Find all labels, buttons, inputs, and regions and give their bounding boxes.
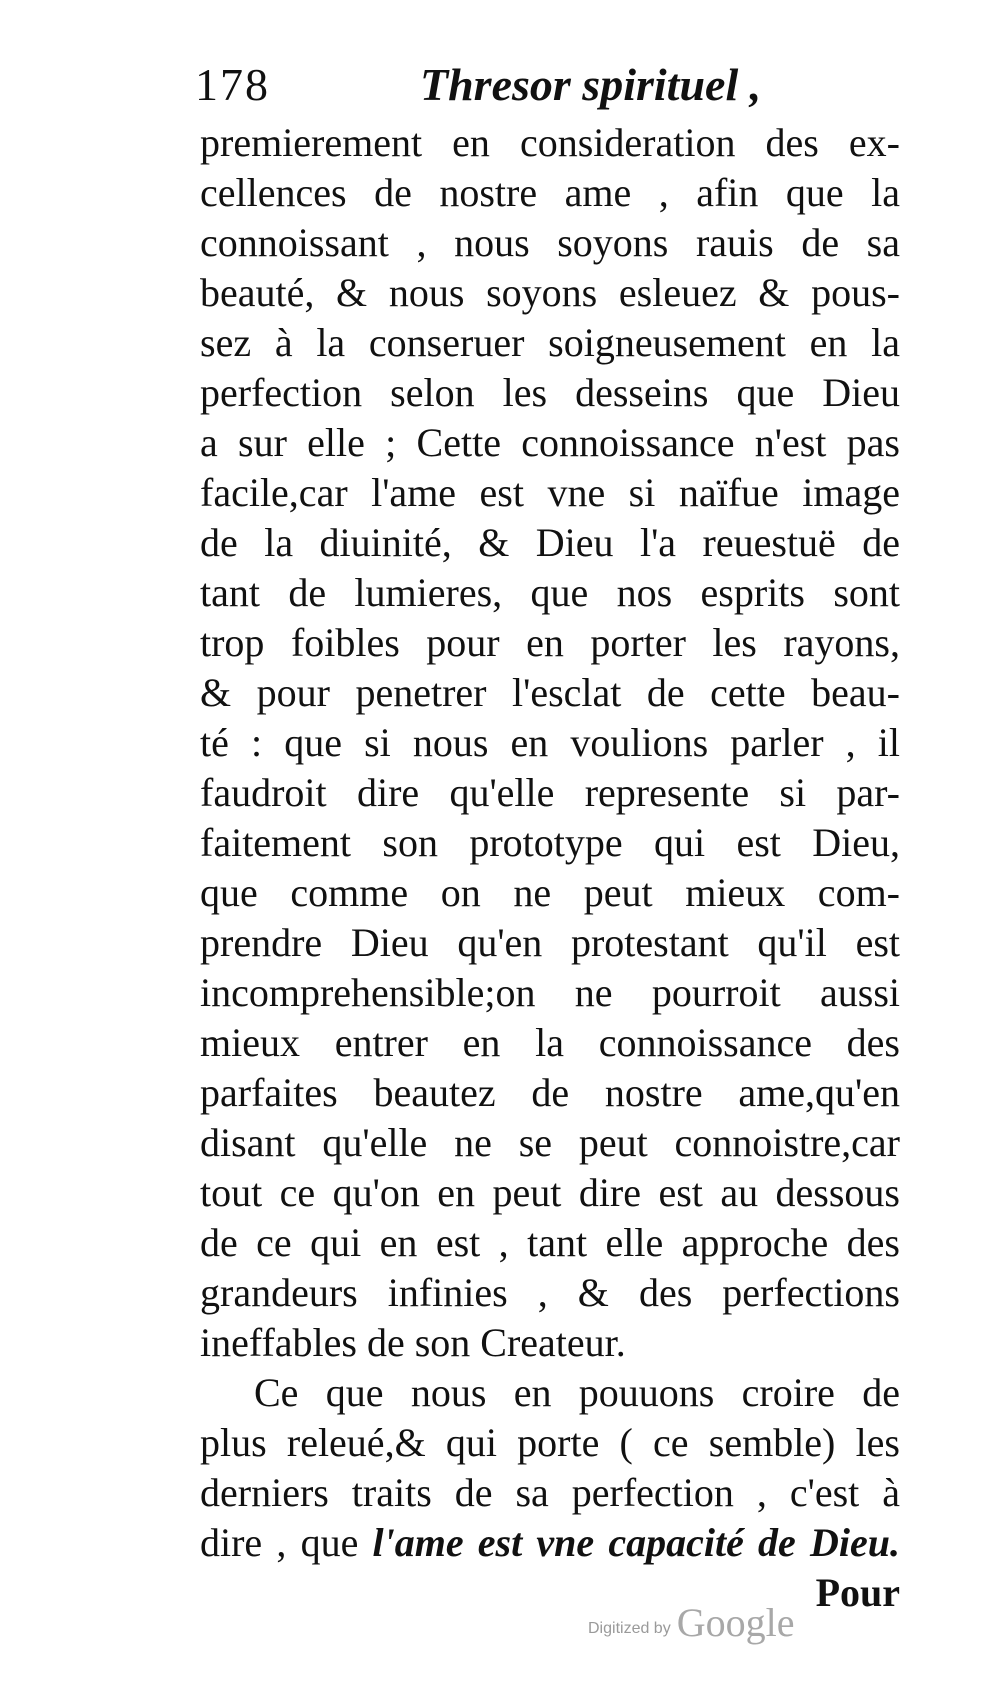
page-number: 178 bbox=[195, 59, 270, 110]
text-line: que comme on ne peut mieux com- bbox=[200, 870, 900, 915]
text-line: prendre Dieu qu'en protestant qu'il est bbox=[200, 920, 900, 965]
text-line: sez à la conseruer soigneusement en la bbox=[200, 320, 900, 365]
text-line: & pour penetrer l'esclat de cette beau- bbox=[200, 670, 900, 715]
watermark-prefix: Digitized by bbox=[588, 1620, 671, 1637]
text-line: cellences de nostre ame , afin que la bbox=[200, 170, 900, 215]
google-logo: Google bbox=[676, 1600, 795, 1645]
text-line: disant qu'elle ne se peut connoistre,car bbox=[200, 1120, 900, 1165]
text-line: faudroit dire qu'elle represente si par- bbox=[200, 770, 900, 815]
line-prefix: dire , que bbox=[200, 1520, 373, 1565]
running-title: Thresor spirituel , bbox=[420, 59, 762, 110]
text-line: facile,car l'ame est vne si naïfue image bbox=[200, 470, 900, 515]
text-line bbox=[200, 1518, 900, 1568]
paragraph-start-line: Ce que nous en pouuons croire de bbox=[254, 1370, 900, 1415]
text-line: grandeurs infinies , & des perfections bbox=[200, 1270, 900, 1315]
text-line: parfaites beautez de nostre ame,qu'en bbox=[200, 1070, 900, 1115]
text-line: beauté, & nous soyons esleuez & pous- bbox=[200, 270, 900, 315]
text-line: de la diuinité, & Dieu l'a reuestuë de bbox=[200, 520, 900, 565]
text-line: perfection selon les desseins que Dieu bbox=[200, 370, 900, 415]
page-header bbox=[195, 52, 895, 118]
catchword: Pour bbox=[815, 1570, 900, 1615]
text-line: té : que si nous en voulions parler , il bbox=[200, 720, 900, 765]
text-line: trop foibles pour en porter les rayons, bbox=[200, 620, 900, 665]
text-line: a sur elle ; Cette connoissance n'est pas bbox=[200, 420, 900, 465]
text-line: derniers traits de sa perfection , c'est à bbox=[200, 1470, 900, 1515]
body-text bbox=[200, 118, 900, 1618]
text-line: plus releué,& qui porte ( ce semble) les bbox=[200, 1420, 900, 1465]
text-line: mieux entrer en la connoissance des bbox=[200, 1020, 900, 1065]
text-line: tant de lumieres, que nos esprits sont bbox=[200, 570, 900, 615]
text-line: faitement son prototype qui est Dieu, bbox=[200, 820, 900, 865]
text-line: tout ce qu'on en peut dire est au dessous bbox=[200, 1170, 900, 1215]
text-line: premierement en consideration des ex- bbox=[200, 120, 900, 165]
digitized-watermark bbox=[588, 1588, 794, 1648]
italic-phrase: l'ame est vne capacité de Dieu. bbox=[372, 1520, 900, 1565]
text-line: de ce qui en est , tant elle approche des bbox=[200, 1220, 900, 1265]
text-line: incomprehensible;on ne pourroit aussi bbox=[200, 970, 900, 1015]
text-line: ineffables de son Createur. bbox=[200, 1320, 626, 1365]
text-line: connoissant , nous soyons rauis de sa bbox=[200, 220, 900, 265]
